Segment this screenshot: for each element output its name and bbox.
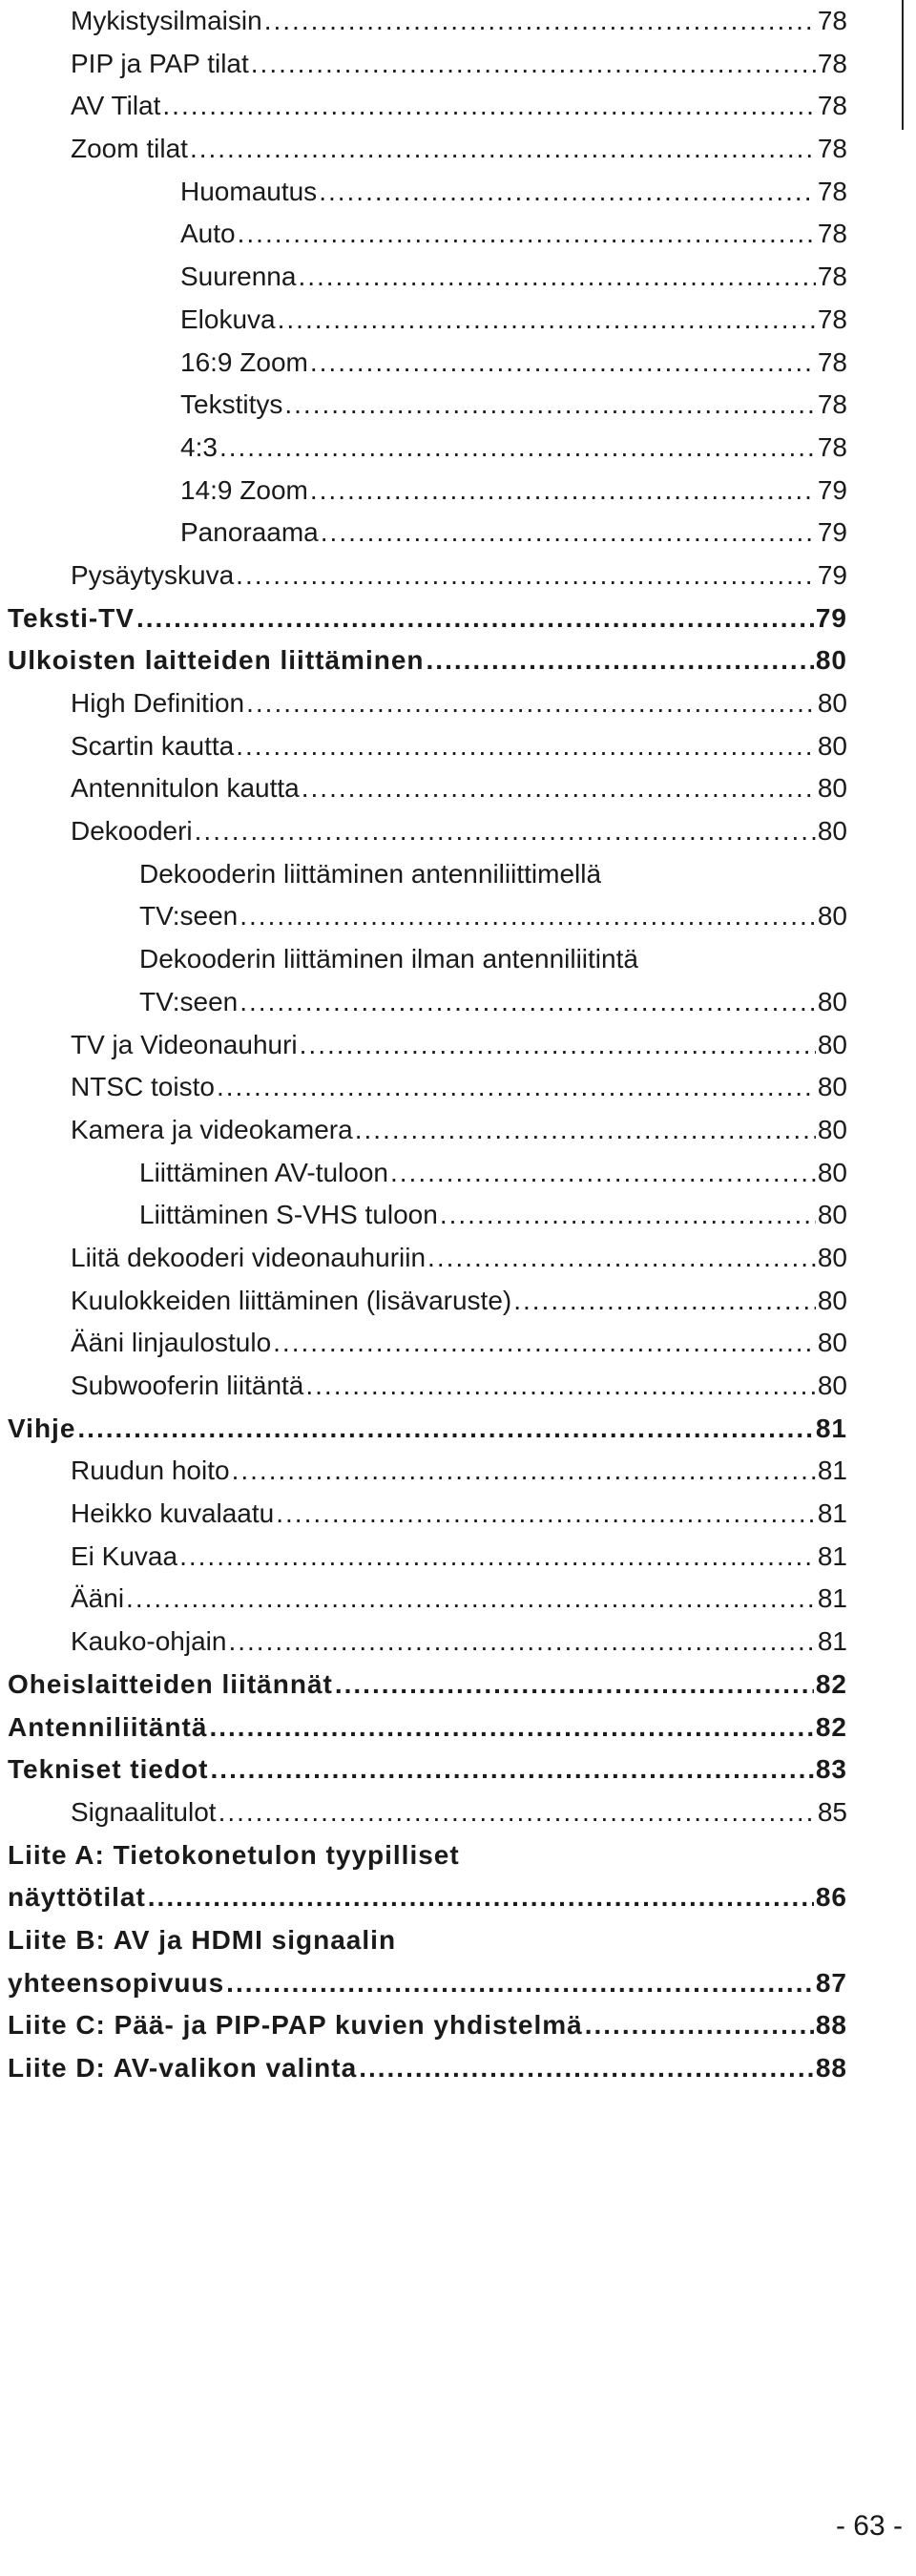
toc-entry-page: 81 bbox=[817, 1626, 847, 1657]
toc-entry[interactable] bbox=[8, 1322, 847, 1365]
toc-entry-page: 80 bbox=[817, 1072, 847, 1102]
toc-entry-page: 80 bbox=[817, 1285, 847, 1315]
toc-entry[interactable] bbox=[8, 470, 847, 513]
dot-leader bbox=[273, 1322, 816, 1365]
toc-entry-title: Teksti-TV bbox=[8, 602, 135, 633]
toc-entry-title: 16:9 Zoom bbox=[180, 346, 308, 377]
toc-entry-page: 79 bbox=[815, 602, 847, 633]
toc-entry-page: 81 bbox=[817, 1540, 847, 1571]
dot-leader bbox=[359, 2047, 814, 2090]
dot-leader bbox=[238, 213, 816, 256]
toc-entry-title: Liite D: AV-valikon valinta bbox=[8, 2053, 358, 2083]
dot-leader bbox=[440, 1194, 816, 1237]
dot-leader bbox=[305, 1365, 815, 1408]
toc-entry[interactable] bbox=[8, 1493, 847, 1536]
toc-entry-title: TV ja Videonauhuri bbox=[71, 1029, 298, 1059]
dot-leader bbox=[209, 1707, 813, 1749]
toc-entry[interactable] bbox=[8, 0, 847, 43]
toc-entry-page: 78 bbox=[817, 346, 847, 377]
toc-entry-title: Liitä dekooderi videonauhuriin bbox=[71, 1242, 427, 1272]
toc-entry[interactable] bbox=[8, 1578, 847, 1621]
toc-entry[interactable] bbox=[8, 2004, 847, 2047]
toc-entry-page: 78 bbox=[817, 134, 847, 164]
toc-entry-page: 82 bbox=[815, 1711, 847, 1742]
toc-entry[interactable] bbox=[8, 256, 847, 299]
toc-entry-page: 81 bbox=[817, 1456, 847, 1486]
toc-entry-page: 78 bbox=[817, 6, 847, 35]
toc-entry-page: 78 bbox=[817, 431, 847, 462]
toc-entry-title: Liittäminen AV-tuloon bbox=[139, 1157, 388, 1187]
toc-entry-page: 78 bbox=[817, 48, 847, 78]
toc-entry-page: 80 bbox=[817, 688, 847, 718]
toc-entry-title: TV:seen bbox=[139, 901, 239, 932]
toc-entry[interactable] bbox=[8, 85, 847, 128]
dot-leader bbox=[300, 1024, 816, 1067]
toc-entry[interactable] bbox=[8, 1536, 847, 1579]
toc-entry-page: 78 bbox=[817, 219, 847, 249]
toc-entry-title: Kuulokkeiden liittäminen (lisävaruste) bbox=[71, 1285, 512, 1315]
toc-entry-page: 79 bbox=[817, 559, 847, 590]
margin-rule bbox=[902, 0, 904, 130]
toc-entry-title: Zoom tilat bbox=[71, 134, 188, 164]
toc-entry-title: Liite C: Pää- ja PIP-PAP kuvien yhdistelmä bbox=[8, 2010, 583, 2041]
toc-entry-title: AV Tilat bbox=[71, 91, 161, 121]
toc-entry-page: 85 bbox=[817, 1796, 847, 1827]
toc-entry-title: Ääni bbox=[71, 1583, 125, 1614]
toc-entry[interactable] bbox=[8, 555, 847, 597]
toc-entry[interactable] bbox=[8, 1919, 847, 1962]
toc-entry-page: 80 bbox=[817, 1200, 847, 1230]
toc-entry-page: 80 bbox=[817, 901, 847, 932]
toc-entry-title: Kauko-ohjain bbox=[71, 1626, 227, 1657]
dot-leader bbox=[427, 1237, 816, 1280]
toc-entry-page: 82 bbox=[815, 1668, 847, 1699]
toc-entry[interactable] bbox=[8, 895, 847, 938]
toc-entry-page: 81 bbox=[817, 1498, 847, 1529]
dot-leader bbox=[219, 427, 816, 470]
toc-entry[interactable] bbox=[8, 938, 847, 981]
toc-entry-title: Dekooderi bbox=[71, 816, 193, 847]
toc-entry-title: Liittäminen S-VHS tuloon bbox=[139, 1200, 438, 1230]
toc-entry-title: 14:9 Zoom bbox=[180, 474, 308, 505]
toc-entry-title: yhteensopivuus bbox=[8, 1967, 225, 1998]
toc-entry[interactable] bbox=[8, 1194, 847, 1237]
dot-leader bbox=[310, 470, 816, 513]
dot-leader bbox=[278, 299, 816, 342]
dot-leader bbox=[126, 1578, 816, 1621]
toc-entry[interactable] bbox=[8, 342, 847, 385]
toc-entry-page: 79 bbox=[817, 517, 847, 548]
toc-entry-title: Antenniliitäntä bbox=[8, 1711, 208, 1742]
toc-entry[interactable] bbox=[8, 1066, 847, 1109]
toc-entry-page: 78 bbox=[817, 262, 847, 292]
dot-leader bbox=[195, 810, 816, 853]
dot-leader bbox=[246, 682, 816, 725]
toc-entry-title: Signaalitulot bbox=[71, 1796, 217, 1827]
dot-leader bbox=[310, 342, 816, 385]
toc-entry[interactable] bbox=[8, 1280, 847, 1323]
toc-entry-page: 83 bbox=[815, 1754, 847, 1785]
dot-leader bbox=[179, 1536, 816, 1579]
dot-leader bbox=[585, 2004, 814, 2047]
toc-entry-title: Auto bbox=[180, 219, 236, 249]
dot-leader bbox=[513, 1280, 816, 1323]
toc-entry-page: 80 bbox=[817, 986, 847, 1016]
toc-entry-title: High Definition bbox=[71, 688, 245, 718]
toc-entry[interactable] bbox=[8, 384, 847, 427]
toc-entry-page: 78 bbox=[817, 304, 847, 334]
toc-entry[interactable] bbox=[8, 1876, 847, 1919]
toc-entry-page: 80 bbox=[817, 773, 847, 804]
dot-leader bbox=[77, 1408, 813, 1451]
dot-leader bbox=[236, 555, 816, 597]
toc-entry-page: 80 bbox=[815, 645, 847, 676]
toc-entry[interactable] bbox=[8, 1749, 847, 1791]
toc-entry[interactable] bbox=[8, 1152, 847, 1195]
toc-entry[interactable] bbox=[8, 1791, 847, 1834]
toc-entry-title: Suurenna bbox=[180, 262, 297, 292]
dot-leader bbox=[228, 1621, 815, 1664]
dot-leader bbox=[226, 1962, 814, 2005]
toc-entry[interactable] bbox=[8, 1834, 847, 1877]
toc-entry[interactable] bbox=[8, 1408, 847, 1451]
toc-entry-page: 86 bbox=[815, 1882, 847, 1913]
dot-leader bbox=[211, 1749, 814, 1791]
toc-entry-title: Huomautus bbox=[180, 176, 318, 206]
toc-entry[interactable] bbox=[8, 2047, 847, 2090]
toc-entry-title: Antennitulon kautta bbox=[71, 773, 300, 804]
toc-entry-title: Ruudun hoito bbox=[71, 1456, 230, 1486]
dot-leader bbox=[321, 512, 816, 555]
dot-leader bbox=[390, 1152, 816, 1195]
toc-entry-title: Panoraama bbox=[180, 517, 319, 548]
toc-entry-title: Liite A: Tietokonetulon tyypilliset bbox=[8, 1839, 460, 1870]
toc-entry-title: PIP ja PAP tilat bbox=[71, 48, 249, 78]
dot-leader bbox=[239, 981, 816, 1024]
toc-entry-page: 78 bbox=[817, 389, 847, 420]
toc-entry[interactable] bbox=[8, 682, 847, 725]
dot-leader bbox=[319, 171, 816, 214]
toc-entry[interactable] bbox=[8, 299, 847, 342]
toc-entry-page: 79 bbox=[817, 474, 847, 505]
dot-leader bbox=[298, 256, 815, 299]
toc-entry[interactable] bbox=[8, 1664, 847, 1707]
dot-leader bbox=[162, 85, 815, 128]
toc-entry-title: Tekniset tiedot bbox=[8, 1754, 209, 1785]
page-number: - 63 - bbox=[835, 2510, 903, 2542]
dot-leader bbox=[251, 43, 816, 86]
toc-entry-title: Scartin kautta bbox=[71, 730, 235, 761]
toc-entry[interactable] bbox=[8, 1024, 847, 1067]
dot-leader bbox=[276, 1493, 816, 1536]
toc-entry[interactable] bbox=[8, 427, 847, 470]
toc-entry-title: Mykistysilmaisin bbox=[71, 6, 262, 35]
toc-entry-page: 80 bbox=[817, 1157, 847, 1187]
toc-entry-page: 80 bbox=[817, 730, 847, 761]
toc-entry-title: 4:3 bbox=[180, 431, 218, 462]
toc-entry[interactable] bbox=[8, 512, 847, 555]
toc-entry[interactable] bbox=[8, 171, 847, 214]
dot-leader bbox=[190, 128, 816, 171]
toc-entry-title: Liite B: AV ja HDMI signaalin bbox=[8, 1924, 397, 1955]
dot-leader bbox=[236, 725, 816, 768]
toc-entry-title: Oheislaitteiden liitännät bbox=[8, 1668, 333, 1699]
toc-entry-title: Heikko kuvalaatu bbox=[71, 1498, 275, 1529]
toc-entry-page: 80 bbox=[817, 1029, 847, 1059]
toc-entry-title: TV:seen bbox=[139, 986, 239, 1016]
toc-entry[interactable] bbox=[8, 43, 847, 86]
toc-entry-title: Kamera ja videokamera bbox=[71, 1114, 353, 1144]
toc-entry-title: Ei Kuvaa bbox=[71, 1540, 178, 1571]
toc-entry-page: 80 bbox=[817, 1242, 847, 1272]
toc-entry[interactable] bbox=[8, 853, 847, 896]
toc-entry[interactable] bbox=[8, 1109, 847, 1152]
toc-entry-page: 80 bbox=[817, 1328, 847, 1358]
toc-entry-title: NTSC toisto bbox=[71, 1072, 215, 1102]
dot-leader bbox=[335, 1664, 814, 1707]
toc-entry-title: Dekooderin liittäminen antenniliittimellä bbox=[139, 858, 602, 889]
dot-leader bbox=[355, 1109, 816, 1152]
toc-entry[interactable] bbox=[8, 1450, 847, 1493]
toc-entry[interactable] bbox=[8, 128, 847, 171]
toc-entry-title: näyttötilat bbox=[8, 1882, 146, 1913]
toc-entry-page: 80 bbox=[817, 816, 847, 847]
toc-entry[interactable] bbox=[8, 725, 847, 768]
toc-entry-page: 80 bbox=[817, 1371, 847, 1400]
toc-entry[interactable] bbox=[8, 1365, 847, 1408]
toc-entry-page: 88 bbox=[815, 2010, 847, 2041]
toc-entry-page: 87 bbox=[815, 1967, 847, 1998]
toc-entry[interactable] bbox=[8, 597, 847, 640]
toc-entry-page: 78 bbox=[817, 91, 847, 121]
toc-entry-page: 88 bbox=[815, 2053, 847, 2083]
dot-leader bbox=[284, 384, 815, 427]
toc-entry[interactable] bbox=[8, 1707, 847, 1749]
toc-entry[interactable] bbox=[8, 981, 847, 1024]
toc-entry[interactable] bbox=[8, 1237, 847, 1280]
toc-entry[interactable] bbox=[8, 767, 847, 810]
toc-entry-title: Ulkoisten laitteiden liittäminen bbox=[8, 645, 425, 676]
toc-entry-page: 81 bbox=[815, 1413, 847, 1443]
toc-entry-title: Subwooferin liitäntä bbox=[71, 1371, 304, 1400]
toc-entry-page: 80 bbox=[817, 1114, 847, 1144]
dot-leader bbox=[239, 895, 816, 938]
dot-leader bbox=[217, 1066, 816, 1109]
dot-leader bbox=[302, 767, 816, 810]
toc-entry-title: Vihje bbox=[8, 1413, 76, 1443]
toc-entry[interactable] bbox=[8, 1621, 847, 1664]
toc-entry-title: Elokuva bbox=[180, 304, 276, 334]
dot-leader bbox=[148, 1876, 814, 1919]
dot-leader bbox=[264, 0, 816, 43]
toc-entry[interactable] bbox=[8, 810, 847, 853]
table-of-contents bbox=[8, 0, 847, 2090]
toc-entry-page: 78 bbox=[817, 176, 847, 206]
dot-leader bbox=[427, 639, 814, 682]
dot-leader bbox=[219, 1791, 816, 1834]
dot-leader bbox=[136, 597, 814, 640]
toc-entry-title: Dekooderin liittäminen ilman antenniliitintä bbox=[139, 944, 638, 974]
toc-entry[interactable] bbox=[8, 639, 847, 682]
toc-entry[interactable] bbox=[8, 1962, 847, 2005]
toc-entry-title: Ääni linjaulostulo bbox=[71, 1328, 272, 1358]
toc-entry[interactable] bbox=[8, 213, 847, 256]
toc-entry-title: Pysäytyskuva bbox=[71, 559, 235, 590]
toc-entry-page: 81 bbox=[817, 1583, 847, 1614]
dot-leader bbox=[232, 1450, 816, 1493]
toc-entry-title: Tekstitys bbox=[180, 389, 283, 420]
